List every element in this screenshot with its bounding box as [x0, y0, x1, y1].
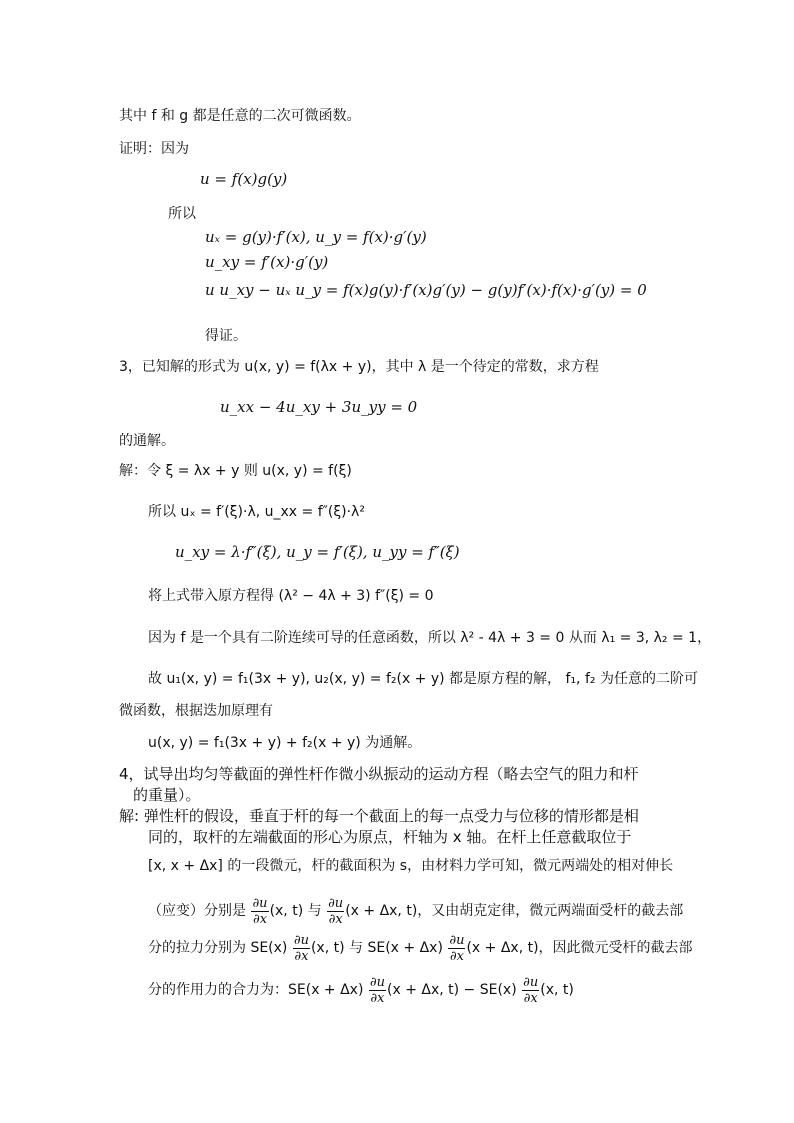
text-line: 3，已知解的形式为 u(x, y) = f(λx + y)，其中 λ 是一个待定的常数，求方程 — [119, 359, 599, 375]
text-line: u(x, y) = f₁(3x + y) + f₂(x + y) 为通解。 — [148, 735, 422, 751]
text-line: 解: 弹性杆的假设，垂直于杆的每一个截面上的每一点受力与位移的情形都是相 — [119, 807, 639, 825]
text-line: 的重量）。 — [133, 786, 201, 804]
text-line: 得证。 — [205, 328, 247, 344]
partial-derivative: $\frac{\partial u}{\partial x}$ — [328, 895, 344, 927]
equation: u_xy = f′(x)·g′(y) — [205, 253, 329, 271]
partial-derivative: $\frac{\partial u}{\partial x}$ — [252, 895, 268, 927]
partial-derivative: $\frac{\partial u}{\partial x}$ — [369, 974, 385, 1006]
partial-derivative: $\frac{\partial u}{\partial x}$ — [449, 932, 465, 964]
text-line: 其中 f 和 g 都是任意的二次可微函数。 — [119, 108, 361, 124]
text-line: 4，试导出均匀等截面的弹性杆作微小纵振动的运动方程（略去空气的阻力和杆 — [119, 765, 639, 783]
text-line: 分的作用力的合力为：SE(x + Δx) $\frac{\partial u}{\partial x}$ (x + Δx, t) − SE(x) $\frac{\partial u}{\partial x}$ (x, t) — [148, 974, 574, 1006]
text-line: 所以 — [168, 206, 196, 222]
equation: u = f(x)g(y) — [200, 170, 288, 188]
text-line: 分的拉力分别为 SE(x) $\frac{\partial u}{\partial x}$ (x, t) 与 SE(x + Δx) $\frac{\partial u}{\partial x}$ (x + Δx, t)，因此微元受杆的截去部 — [148, 932, 693, 964]
equation: u_xx − 4u_xy + 3u_yy = 0 — [220, 398, 418, 416]
partial-derivative: $\frac{\partial u}{\partial x}$ — [523, 974, 539, 1006]
text-line: 的通解。 — [119, 433, 175, 449]
text-line: 所以 uₓ = f′(ξ)·λ, u_xx = f″(ξ)·λ² — [148, 504, 365, 520]
text-line: 微函数，根据迭加原理有 — [119, 703, 273, 719]
equation: u_xy = λ·f″(ξ), u_y = f′(ξ), u_yy = f″(ξ) — [175, 543, 460, 561]
partial-derivative: $\frac{\partial u}{\partial x}$ — [293, 932, 309, 964]
equation: u u_xy − uₓ u_y = f(x)g(y)·f′(x)g′(y) − g(y)f′(x)·f(x)·g′(y) = 0 — [205, 281, 647, 299]
text-line: （应变）分别是 $\frac{\partial u}{\partial x}$ (x, t) 与 $\frac{\partial u}{\partial x}$ (x + Δx, t)，又由胡克定律，微元两端面受杆的截去部 — [148, 895, 684, 927]
text-line: 因为 f 是一个具有二阶连续可导的任意函数，所以 λ² - 4λ + 3 = 0 从而 λ₁ = 3, λ₂ = 1， — [148, 630, 712, 646]
text-line: 将上式带入原方程得 (λ² − 4λ + 3) f″(ξ) = 0 — [148, 588, 434, 604]
text-line: [x, x + Δx] 的一段微元，杆的截面积为 s，由材料力学可知，微元两端处的相对伸长 — [148, 858, 674, 874]
text-line: 故 u₁(x, y) = f₁(3x + y), u₂(x, y) = f₂(x + y) 都是原方程的解， f₁, f₂ 为任意的二阶可 — [148, 671, 698, 687]
text-line: 证明：因为 — [119, 141, 189, 157]
equation: uₓ = g(y)·f′(x), u_y = f(x)·g′(y) — [205, 228, 427, 246]
text-line: 同的，取杆的左端截面的形心为原点，杆轴为 x 轴。在杆上任意截取位于 — [148, 828, 632, 846]
text-line: 解：令 ξ = λx + y 则 u(x, y) = f(ξ) — [119, 463, 352, 479]
